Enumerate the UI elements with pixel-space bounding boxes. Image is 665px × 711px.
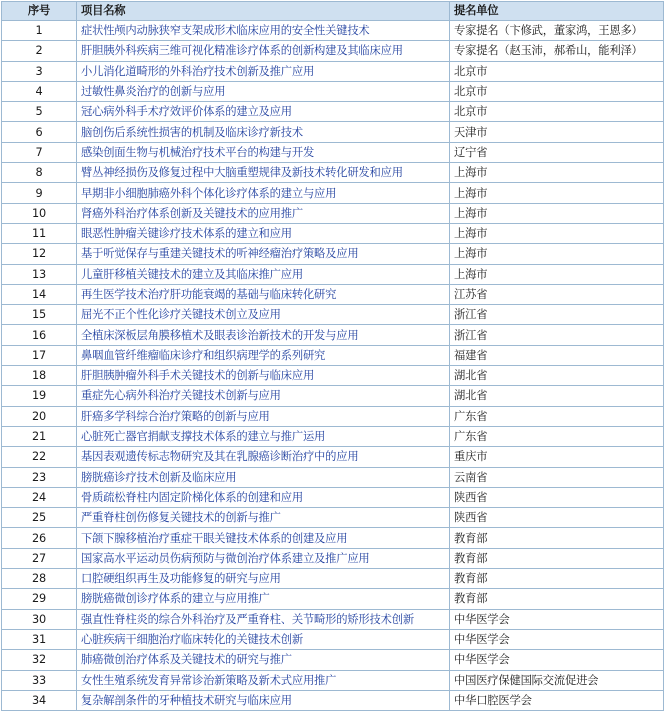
row-number: 31 bbox=[2, 629, 77, 649]
nominating-unit: 湖北省 bbox=[450, 366, 664, 386]
nominating-unit: 辽宁省 bbox=[450, 142, 664, 162]
project-name: 心脏疾病干细胞治疗临床转化的关键技术创新 bbox=[77, 629, 450, 649]
nominating-unit: 广东省 bbox=[450, 426, 664, 446]
table-row bbox=[2, 61, 664, 81]
table-row bbox=[2, 650, 664, 670]
project-name: 肝胆胰外科疾病三维可视化精准诊疗体系的创新构建及其临床应用 bbox=[77, 41, 450, 61]
row-number: 28 bbox=[2, 569, 77, 589]
nominating-unit: 天津市 bbox=[450, 122, 664, 142]
nominating-unit: 教育部 bbox=[450, 548, 664, 568]
nominating-unit: 陕西省 bbox=[450, 508, 664, 528]
nominating-unit: 江苏省 bbox=[450, 284, 664, 304]
row-number: 11 bbox=[2, 223, 77, 243]
row-number: 16 bbox=[2, 325, 77, 345]
row-number: 9 bbox=[2, 183, 77, 203]
row-number: 7 bbox=[2, 142, 77, 162]
row-number: 1 bbox=[2, 21, 77, 41]
nominating-unit: 专家提名（赵玉沛，郝希山，能利泽） bbox=[450, 41, 664, 61]
project-name: 肝癌多学科综合治疗策略的创新与应用 bbox=[77, 406, 450, 426]
project-name: 严重脊柱创伤修复关键技术的创新与推广 bbox=[77, 508, 450, 528]
table-row bbox=[2, 629, 664, 649]
nominating-unit: 中华口腔医学会 bbox=[450, 690, 664, 710]
project-name: 过敏性鼻炎治疗的创新与应用 bbox=[77, 81, 450, 101]
nominating-unit: 北京市 bbox=[450, 102, 664, 122]
row-number: 26 bbox=[2, 528, 77, 548]
row-number: 14 bbox=[2, 284, 77, 304]
project-name: 症状性颅内动脉狭窄支架成形术临床应用的安全性关键技术 bbox=[77, 21, 450, 41]
table-row bbox=[2, 548, 664, 568]
row-number: 25 bbox=[2, 508, 77, 528]
row-number: 12 bbox=[2, 244, 77, 264]
nominating-unit: 重庆市 bbox=[450, 447, 664, 467]
project-name: 膀胱癌诊疗技术创新及临床应用 bbox=[77, 467, 450, 487]
nominating-unit: 中国医疗保健国际交流促进会 bbox=[450, 670, 664, 690]
project-name: 肺癌微创治疗体系及关键技术的研究与推广 bbox=[77, 650, 450, 670]
table-row bbox=[2, 345, 664, 365]
table-row bbox=[2, 122, 664, 142]
project-name: 全植床深板层角膜移植术及眼表诊治新技术的开发与应用 bbox=[77, 325, 450, 345]
row-number: 19 bbox=[2, 386, 77, 406]
project-name: 冠心病外科手术疗效评价体系的建立及应用 bbox=[77, 102, 450, 122]
table-row bbox=[2, 305, 664, 325]
project-name: 重症先心病外科治疗关键技术创新与应用 bbox=[77, 386, 450, 406]
nominating-unit: 专家提名（卞修武，董家鸿，王恩多） bbox=[450, 21, 664, 41]
project-name: 臂丛神经损伤及修复过程中大脑重塑规律及新技术转化研发和应用 bbox=[77, 163, 450, 183]
nominating-unit: 中华医学会 bbox=[450, 609, 664, 629]
row-number: 21 bbox=[2, 426, 77, 446]
project-name: 屈光不正个性化诊疗关键技术创立及应用 bbox=[77, 305, 450, 325]
project-name: 基于听觉保存与重建关键技术的听神经瘤治疗策略及应用 bbox=[77, 244, 450, 264]
nominating-unit: 中华医学会 bbox=[450, 629, 664, 649]
project-name: 女性生殖系统发育异常诊治新策略及新术式应用推广 bbox=[77, 670, 450, 690]
row-number: 32 bbox=[2, 650, 77, 670]
header-row bbox=[2, 2, 664, 21]
project-name: 眼恶性肿瘤关键诊疗技术体系的建立和应用 bbox=[77, 223, 450, 243]
table-row bbox=[2, 81, 664, 101]
row-number: 29 bbox=[2, 589, 77, 609]
project-name: 肝胆胰肿瘤外科手术关键技术的创新与临床应用 bbox=[77, 366, 450, 386]
table-row bbox=[2, 426, 664, 446]
nominating-unit: 教育部 bbox=[450, 528, 664, 548]
header-no: 序号 bbox=[2, 2, 77, 21]
table-row bbox=[2, 223, 664, 243]
row-number: 22 bbox=[2, 447, 77, 467]
project-name: 复杂解剖条件的牙种植技术研究与临床应用 bbox=[77, 690, 450, 710]
project-name: 感染创面生物与机械治疗技术平台的构建与开发 bbox=[77, 142, 450, 162]
row-number: 33 bbox=[2, 670, 77, 690]
nominating-unit: 上海市 bbox=[450, 264, 664, 284]
table-row bbox=[2, 569, 664, 589]
nominating-unit: 广东省 bbox=[450, 406, 664, 426]
table-row bbox=[2, 670, 664, 690]
table-row bbox=[2, 406, 664, 426]
table-row bbox=[2, 142, 664, 162]
table-row bbox=[2, 467, 664, 487]
project-name: 脑创伤后系统性损害的机制及临床诊疗新技术 bbox=[77, 122, 450, 142]
project-name: 小儿消化道畸形的外科治疗技术创新及推广应用 bbox=[77, 61, 450, 81]
project-name: 儿童肝移植关键技术的建立及其临床推广应用 bbox=[77, 264, 450, 284]
table-row bbox=[2, 589, 664, 609]
table-row bbox=[2, 690, 664, 710]
nominating-unit: 上海市 bbox=[450, 203, 664, 223]
nominating-unit: 上海市 bbox=[450, 223, 664, 243]
table-row bbox=[2, 609, 664, 629]
row-number: 13 bbox=[2, 264, 77, 284]
nominating-unit: 上海市 bbox=[450, 163, 664, 183]
table-row bbox=[2, 102, 664, 122]
project-name: 国家高水平运动员伤病预防与微创治疗体系建立及推广应用 bbox=[77, 548, 450, 568]
row-number: 20 bbox=[2, 406, 77, 426]
project-name: 肾癌外科治疗体系创新及关键技术的应用推广 bbox=[77, 203, 450, 223]
nominating-unit: 浙江省 bbox=[450, 305, 664, 325]
header-name: 项目名称 bbox=[77, 2, 450, 21]
project-name: 强直性脊柱炎的综合外科治疗及严重脊柱、关节畸形的矫形技术创新 bbox=[77, 609, 450, 629]
table-row bbox=[2, 528, 664, 548]
table-header bbox=[2, 2, 664, 21]
table-body bbox=[2, 21, 664, 711]
nominating-unit: 教育部 bbox=[450, 569, 664, 589]
table-row bbox=[2, 244, 664, 264]
table-row bbox=[2, 386, 664, 406]
nominating-unit: 北京市 bbox=[450, 81, 664, 101]
row-number: 30 bbox=[2, 609, 77, 629]
table-row bbox=[2, 284, 664, 304]
table-row bbox=[2, 163, 664, 183]
row-number: 2 bbox=[2, 41, 77, 61]
table-row bbox=[2, 21, 664, 41]
project-name: 鼻咽血管纤维瘤临床诊疗和组织病理学的系列研究 bbox=[77, 345, 450, 365]
nominating-unit: 云南省 bbox=[450, 467, 664, 487]
project-name: 基因表观遗传标志物研究及其在乳腺癌诊断治疗中的应用 bbox=[77, 447, 450, 467]
row-number: 27 bbox=[2, 548, 77, 568]
project-name: 早期非小细胞肺癌外科个体化诊疗体系的建立与应用 bbox=[77, 183, 450, 203]
project-name: 膀胱癌微创诊疗体系的建立与应用推广 bbox=[77, 589, 450, 609]
row-number: 17 bbox=[2, 345, 77, 365]
row-number: 5 bbox=[2, 102, 77, 122]
row-number: 6 bbox=[2, 122, 77, 142]
header-unit: 提名单位 bbox=[450, 2, 664, 21]
project-name: 再生医学技术治疗肝功能衰竭的基础与临床转化研究 bbox=[77, 284, 450, 304]
row-number: 3 bbox=[2, 61, 77, 81]
row-number: 23 bbox=[2, 467, 77, 487]
row-number: 8 bbox=[2, 163, 77, 183]
project-name: 下颌下腺移植治疗重症干眼关键技术体系的创建及应用 bbox=[77, 528, 450, 548]
project-name: 心脏死亡器官捐献支撑技术体系的建立与推广运用 bbox=[77, 426, 450, 446]
table-row bbox=[2, 508, 664, 528]
nominating-unit: 陕西省 bbox=[450, 487, 664, 507]
nominating-unit: 浙江省 bbox=[450, 325, 664, 345]
projects-table bbox=[1, 1, 664, 711]
row-number: 4 bbox=[2, 81, 77, 101]
table-row bbox=[2, 183, 664, 203]
table-row bbox=[2, 366, 664, 386]
row-number: 34 bbox=[2, 690, 77, 710]
row-number: 24 bbox=[2, 487, 77, 507]
nominating-unit: 上海市 bbox=[450, 183, 664, 203]
row-number: 10 bbox=[2, 203, 77, 223]
nominating-unit: 中华医学会 bbox=[450, 650, 664, 670]
table-row bbox=[2, 41, 664, 61]
table-row bbox=[2, 264, 664, 284]
nominating-unit: 湖北省 bbox=[450, 386, 664, 406]
table-row bbox=[2, 203, 664, 223]
table-row bbox=[2, 447, 664, 467]
table-row bbox=[2, 487, 664, 507]
table-row bbox=[2, 325, 664, 345]
row-number: 18 bbox=[2, 366, 77, 386]
nominating-unit: 上海市 bbox=[450, 244, 664, 264]
row-number: 15 bbox=[2, 305, 77, 325]
project-name: 口腔硬组织再生及功能修复的研究与应用 bbox=[77, 569, 450, 589]
nominating-unit: 教育部 bbox=[450, 589, 664, 609]
nominating-unit: 北京市 bbox=[450, 61, 664, 81]
project-name: 骨质疏松脊柱内固定阶梯化体系的创建和应用 bbox=[77, 487, 450, 507]
nominating-unit: 福建省 bbox=[450, 345, 664, 365]
